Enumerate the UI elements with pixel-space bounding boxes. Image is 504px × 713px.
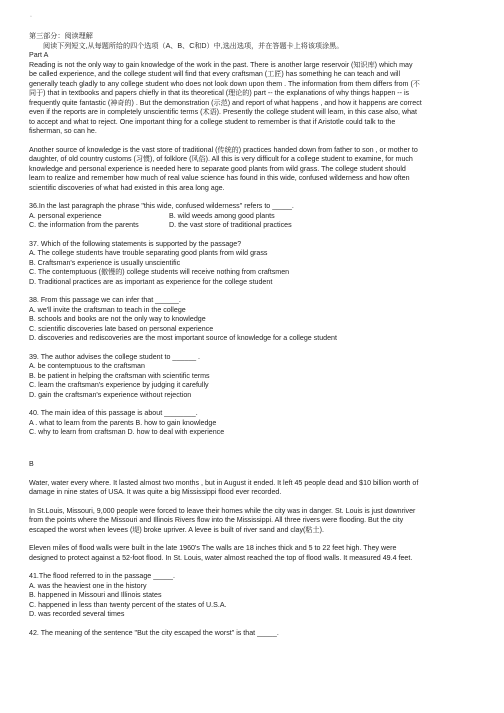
option-d: D. discoveries and rediscoveries are the most important source of knowledge for a college student bbox=[29, 334, 337, 342]
passage-a-paragraph-1 bbox=[29, 61, 475, 137]
question-stem: 41.The flood referred to in the passage _____. bbox=[29, 572, 175, 580]
text-line: fisherman, so can he. bbox=[29, 127, 97, 135]
question-37 bbox=[29, 240, 475, 288]
passage-a-paragraph-2 bbox=[29, 146, 475, 194]
page-mark: ▫ bbox=[30, 14, 32, 20]
text-line: generally teach gladly to any college student who does not look down upon them . The information from them differs from (不 bbox=[29, 79, 420, 88]
text-line: Reading is not the only way to gain knowledge of the work in the past. There is another large reservoir (知识库) which may bbox=[29, 60, 413, 69]
question-38 bbox=[29, 296, 475, 344]
question-42-stem: 42. The meaning of the sentence "But the city escaped the worst" is that _____. bbox=[29, 628, 279, 637]
passage-b-paragraph-1 bbox=[29, 479, 475, 498]
text-line: designed to protect against a 52-foot flood. In St. Louis, water almost reached the top of flood walls. It measured 49.4 feet. bbox=[29, 553, 413, 562]
option-c: C. happened in less than twenty percent of the states of U.S.A. bbox=[29, 600, 227, 609]
option-d: D. gain the craftsman's experience without rejection bbox=[29, 390, 192, 399]
text-line: damage in nine states of USA. It was quite a big Mississippi flood ever recorded. bbox=[29, 488, 282, 496]
text-line: frequently quite fantastic (神奇的) . But the demonstration (示范) and report of what happens , and how it happens are correct bbox=[29, 98, 422, 107]
option-c: C. the information from the parents bbox=[29, 221, 139, 229]
question-stem: 39. The author advises the college student to ______ . bbox=[29, 352, 201, 361]
option-b: B. wild weeds among good plants bbox=[169, 211, 275, 220]
options-a-b: A . what to learn from the parents B. how to gain knowledge bbox=[29, 418, 217, 427]
question-39 bbox=[29, 353, 475, 401]
text-line: escaped the worst when levees (堤) broke upriver. A levee is built of river sand and clay(粘土). bbox=[29, 525, 324, 534]
option-a: A. be contemptuous to the craftsman bbox=[29, 362, 145, 370]
text-line: Another source of knowledge is the vast store of traditional (传统的) practices handed down from father to son , or mother to bbox=[29, 145, 418, 154]
text-line: In St.Louis, Missouri, 9,000 people were forced to leave their homes while the city was in danger. St. Louis is just downriver bbox=[29, 506, 416, 515]
option-d: D. the vast store of traditional practices bbox=[169, 221, 292, 229]
question-stem: 37. Which of the following statements is supported by the passage? bbox=[29, 239, 242, 248]
text-line: be called experience, and the college student will find that every craftsman (工匠) has something he can teach and will bbox=[29, 70, 401, 78]
text-line: 同于) that in textbooks and papers chiefly in that its theoretical (理论的) part -- the explanations of why things happen -- is bbox=[29, 89, 410, 97]
section-title: 第三部分：阅读理解 bbox=[29, 32, 93, 40]
option-a: A. was the heaviest one in the history bbox=[29, 581, 147, 590]
text-line: to accept and what to reject. One important thing for a college student to remember is that if Aristotle could talk to the bbox=[29, 117, 396, 126]
passage-b-paragraph-3 bbox=[29, 544, 475, 563]
text-line: even if the reports are in completely unscientific terms (术语). Presently the college student will learn, in this case also, what bbox=[29, 108, 417, 116]
option-c: C. learn the craftsman's experience by judging it carefully bbox=[29, 381, 209, 389]
question-stem: 40. The main idea of this passage is about ________. bbox=[29, 409, 198, 417]
options-c-d: C. why to learn from craftsman D. how to deal with experience bbox=[29, 428, 225, 436]
option-a: A. we'll invite the craftsman to teach in the college bbox=[29, 305, 186, 314]
question-stem: 36.In the last paragraph the phrase "this wide, confused wilderness" refers to _____. bbox=[29, 202, 294, 210]
part-b-heading: B bbox=[29, 459, 34, 468]
option-b: B. be patient in helping the craftsman with scientific terms bbox=[29, 371, 210, 380]
option-c: C. scientific discoveries late based on personal experience bbox=[29, 324, 214, 333]
option-a: A. The college students have trouble separating good plants from wild grass bbox=[29, 249, 268, 257]
text-line: knowledge and personal experience is needed here to separate good plants from wild grass. The college student should bbox=[29, 164, 406, 173]
section-instruction: 阅读下列短文,从每题所给的四个选项（A、B、C和D）中,选出选项，并在答题卡上将该项涂黑。 bbox=[43, 41, 344, 50]
option-d: D. Traditional practices are as important as experience for the college student bbox=[29, 277, 273, 286]
option-c: C. The contemptuous (傲慢的) college students will receive nothing from craftsmen bbox=[29, 268, 290, 276]
question-stem: 38. From this passage we can infer that ______. bbox=[29, 296, 181, 304]
text-line: from the points where the Missouri and Illinois Rivers flow into the Mississippi. All three rivers were flooding. But the city bbox=[29, 516, 404, 524]
question-36 bbox=[29, 202, 475, 231]
option-d: D. was recorded several times bbox=[29, 610, 125, 618]
option-a: A. personal experience bbox=[29, 211, 102, 220]
option-b: B. Craftsman's experience is usually unscientific bbox=[29, 258, 181, 267]
text-line: learn to realize and remember how much of real value science has found in this wide, confused wilderness and how often bbox=[29, 174, 410, 182]
text-line: daughter, of old country customs (习惯), of folklore (风俗). All this is very difficult for a college student to examine, for much bbox=[29, 155, 413, 163]
text-line: Eleven miles of flood walls were built in the late 1960's The walls are 18 inches thick and 5 to 22 feet high. They were bbox=[29, 544, 397, 552]
part-a-heading: Part A bbox=[29, 51, 49, 59]
option-b: B. schools and books are not the only way to knowledge bbox=[29, 315, 206, 323]
question-41 bbox=[29, 572, 475, 620]
question-40 bbox=[29, 409, 475, 438]
option-b: B. happened in Missouri and Illinois states bbox=[29, 591, 162, 599]
passage-b-paragraph-2 bbox=[29, 507, 475, 536]
text-line: Water, water every where. It lasted almost two months , but in August it ended. It left 45 people dead and $10 billion worth of bbox=[29, 478, 419, 487]
text-line: scientific discoveries of what had existed in this area long age. bbox=[29, 183, 225, 192]
